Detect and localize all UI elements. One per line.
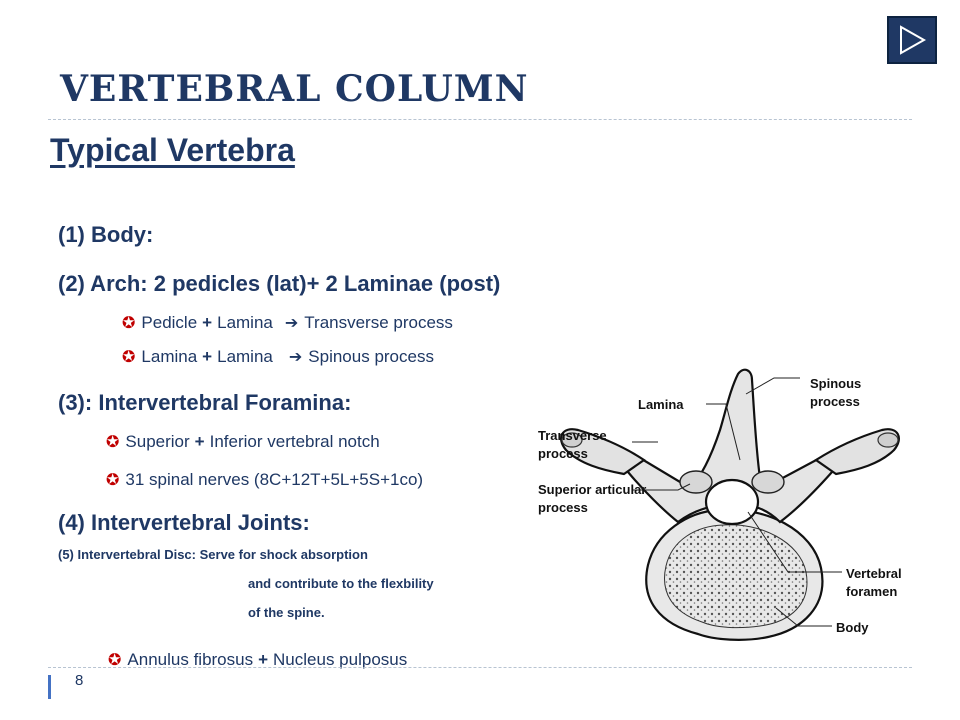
arrow-right-icon: ➔ — [284, 315, 299, 332]
page-accent-bar — [48, 675, 51, 699]
arrow-right-icon: ➔ — [288, 349, 303, 366]
label-spinous-2: process — [810, 394, 860, 409]
star-bullet-icon: ✪ — [122, 315, 136, 332]
item-arch: (2) Arch: 2 pedicles (lat)+ 2 Laminae (post) — [58, 271, 501, 296]
label-vertebral-2: foramen — [846, 584, 898, 599]
label-transverse-2: process — [538, 446, 588, 461]
star-bullet-icon: ✪ — [106, 434, 120, 451]
label-superior-2: process — [538, 500, 588, 515]
item-body: (1) Body: — [58, 222, 154, 247]
title-divider — [48, 119, 912, 120]
next-slide-button[interactable] — [887, 16, 937, 64]
label-vertebral-1: Vertebral — [846, 566, 902, 581]
label-lamina: Lamina — [638, 397, 684, 412]
bullet-notch: ✪ Superior + Inferior vertebral notch — [106, 432, 380, 451]
item-disc-line1: (5) Intervertebral Disc: Serve for shock absorption — [58, 547, 368, 562]
star-bullet-icon: ✪ — [122, 349, 136, 366]
page-number: 8 — [75, 672, 84, 689]
bullet-lamina: ✪ Lamina + Lamina ➔ Spinous process — [122, 347, 434, 366]
vertebral-foramen-shape — [706, 480, 758, 524]
bullet-nerves: ✪ 31 spinal nerves (8C+12T+5L+5S+1co) — [106, 470, 424, 489]
vertebra-figure — [528, 360, 908, 650]
play-triangle-icon — [889, 18, 935, 62]
star-bullet-icon: ✪ — [106, 472, 120, 489]
item-disc-line3: of the spine. — [248, 605, 325, 620]
slide-subtitle: Typical Vertebra — [50, 132, 295, 168]
bullet-annulus: ✪ Annulus fibrosus + Nucleus pulposus — [108, 650, 408, 669]
label-transverse-1: Transverse — [538, 428, 607, 443]
label-spinous-1: Spinous — [810, 376, 862, 391]
label-body: Body — [836, 620, 869, 635]
footer-divider — [48, 667, 912, 668]
label-superior-1: Superior articular — [538, 482, 647, 497]
bullet-pedicle: ✪ Pedicle + Lamina ➔ Transverse process — [122, 313, 453, 332]
slide-title: VERTEBRAL COLUMN — [60, 68, 529, 110]
item-disc-line2: and contribute to the flexbility — [248, 576, 434, 591]
star-bullet-icon: ✪ — [108, 652, 122, 669]
item-joints: (4) Intervertebral Joints: — [58, 510, 310, 535]
item-foramina: (3): Intervertebral Foramina: — [58, 390, 352, 415]
